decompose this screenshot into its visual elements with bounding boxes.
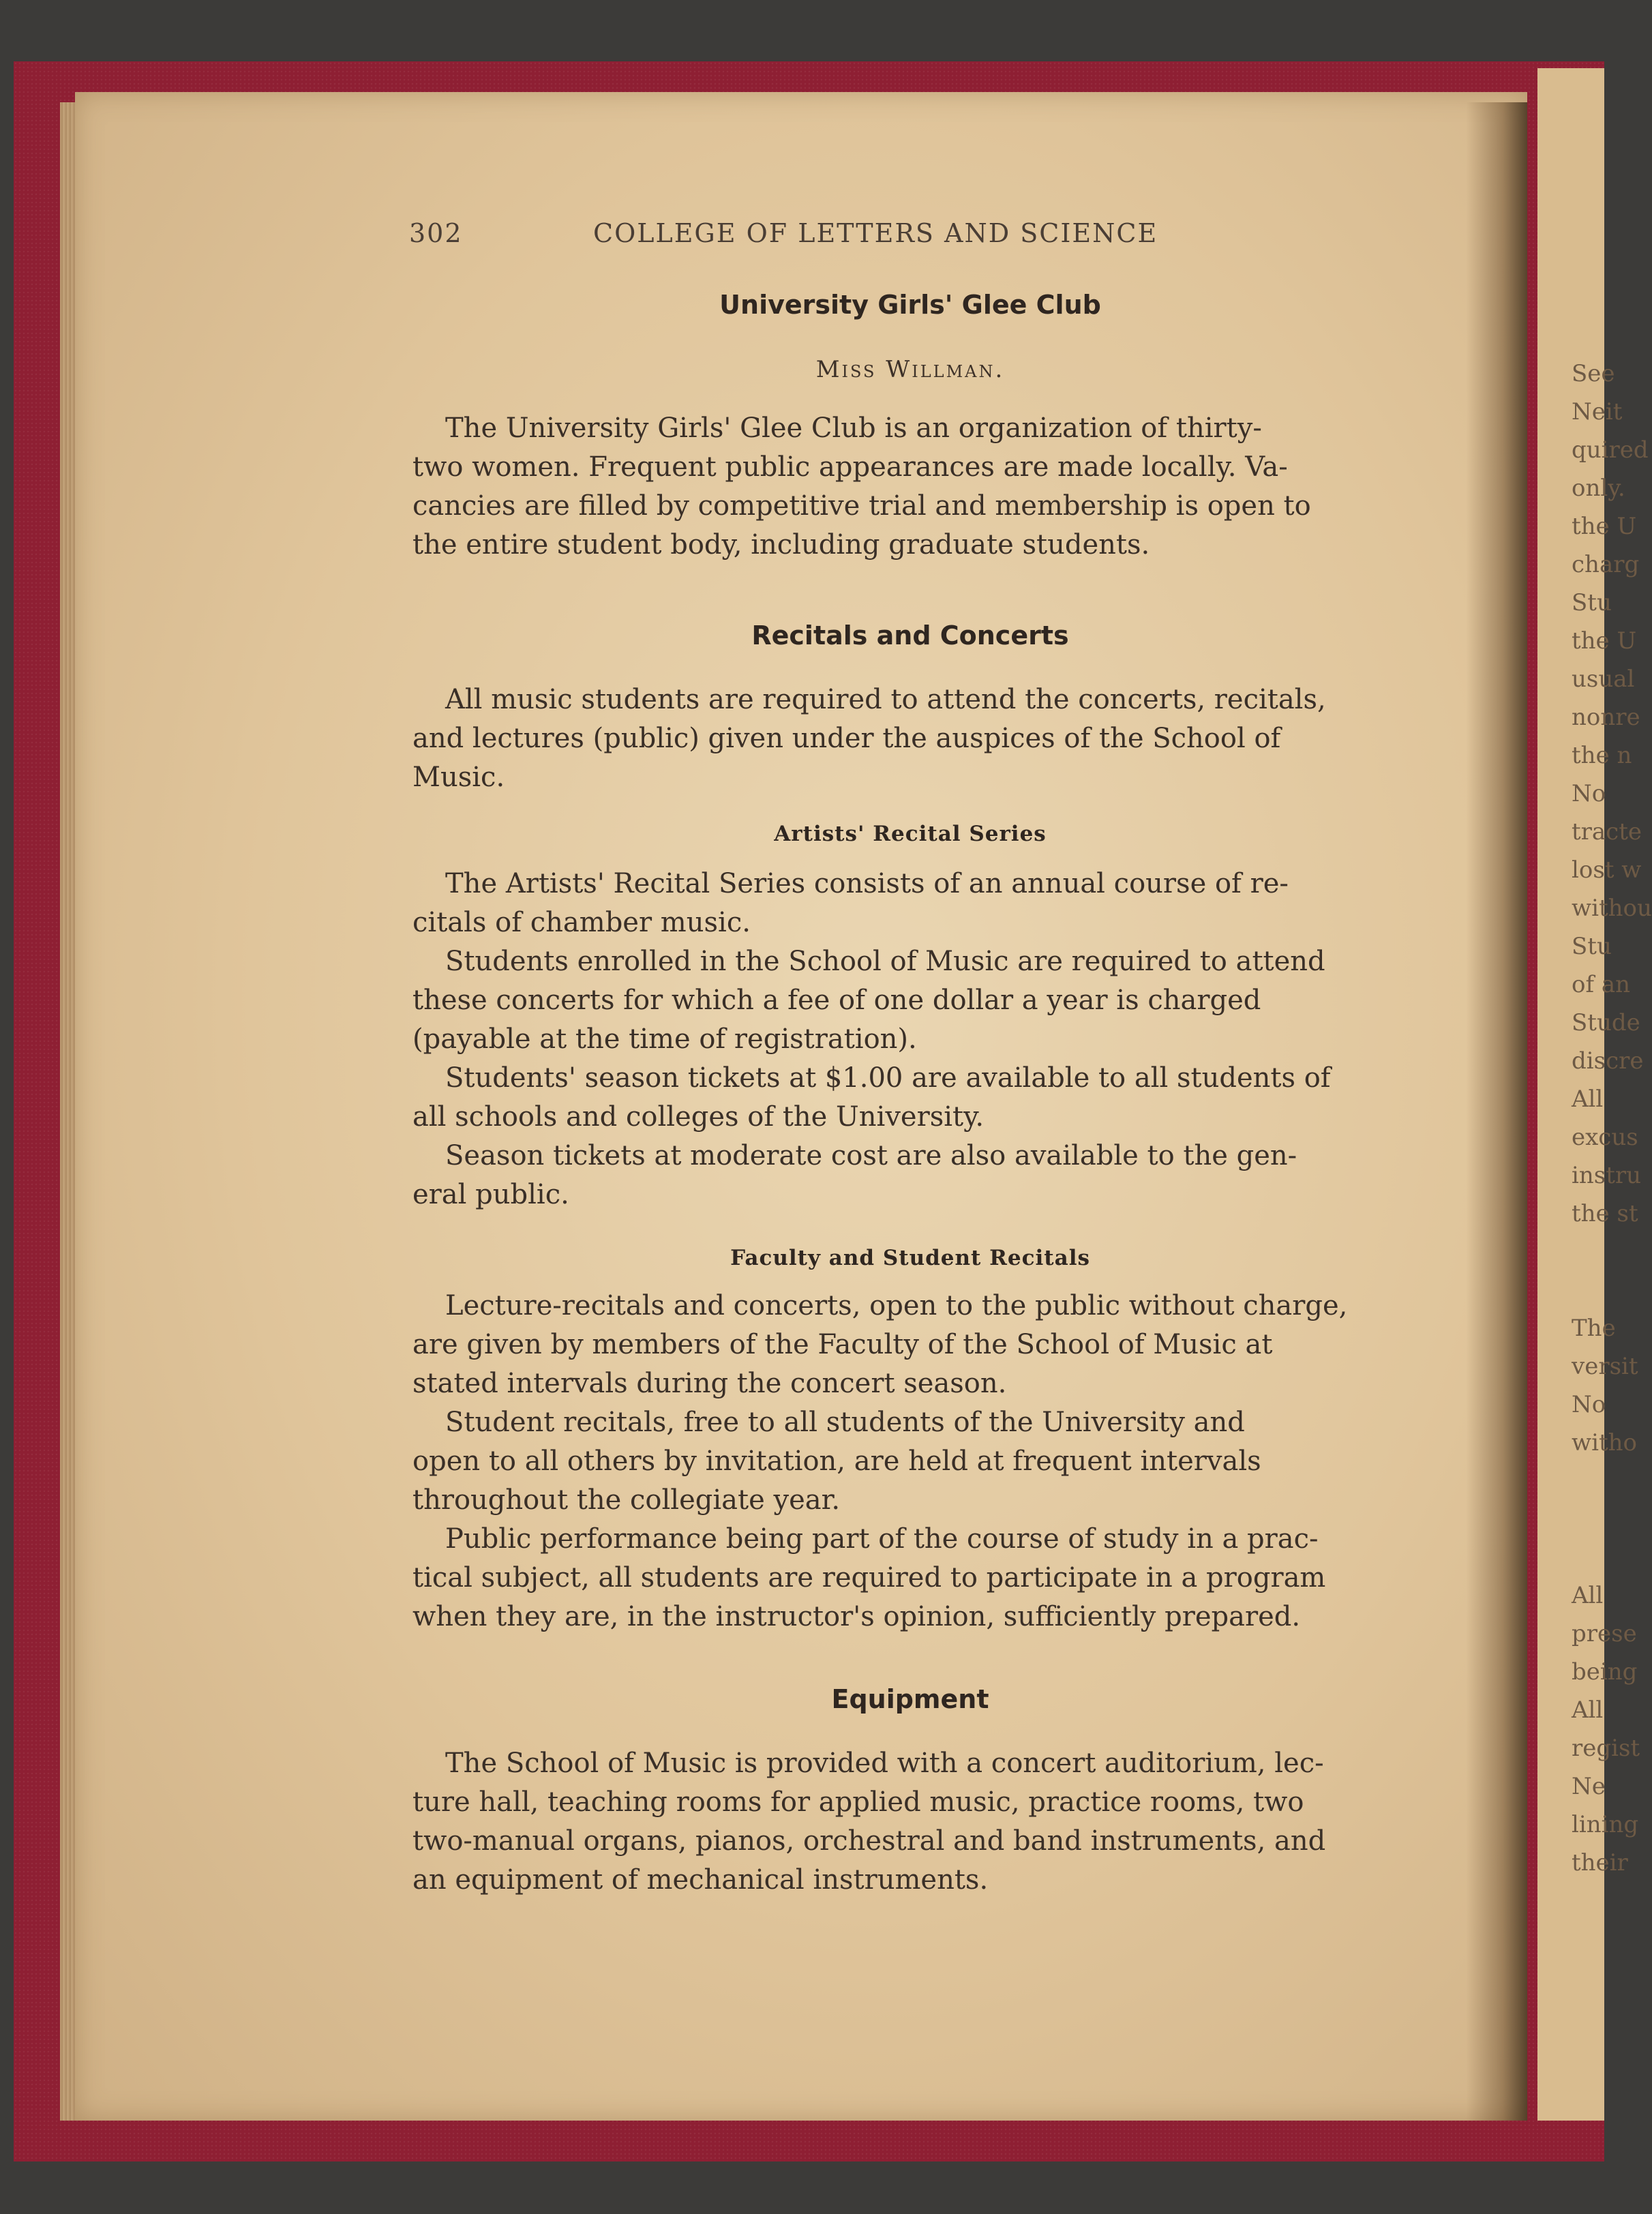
recitals-paragraph: [412, 680, 1411, 797]
text-line: all schools and colleges of the University.: [412, 1101, 985, 1133]
text-line: The School of Music is provided with a concert auditorium, lec-: [445, 1748, 1324, 1779]
facing-page-fragment: the U: [1572, 513, 1637, 540]
facing-page-fragment: [1537, 1233, 1604, 1271]
facing-page-fragment: quired: [1572, 436, 1649, 464]
facing-page: [1537, 68, 1652, 2121]
facing-page-fragment: nonre: [1572, 704, 1640, 731]
text-line: Music.: [412, 762, 505, 793]
facing-page-fragment: Ne: [1572, 1773, 1606, 1800]
facing-page-fragment: prese: [1572, 1620, 1637, 1647]
facing-page-fragment: Neit: [1572, 398, 1623, 425]
facing-page-fragment: Stude: [1572, 1009, 1640, 1036]
book-gutter: [1466, 102, 1527, 2121]
artists-paragraph-3: [412, 1059, 1411, 1137]
artists-paragraph-4: [412, 1137, 1411, 1214]
facing-page-fragment: Stu: [1572, 589, 1612, 616]
facing-page-fragment: [1537, 1271, 1604, 1309]
facing-page-fragment: charg: [1572, 551, 1640, 578]
facing-page-fragment: All: [1572, 1086, 1604, 1113]
facing-page-fragment: instru: [1572, 1162, 1642, 1189]
facing-page-fragment: All: [1572, 1696, 1604, 1724]
facing-page-fragment: lost w: [1572, 856, 1642, 884]
page-number: 302: [409, 218, 463, 248]
text-line: Student recitals, free to all students of the University and: [445, 1407, 1245, 1438]
glee-club-paragraph: [412, 409, 1411, 565]
facing-page-fragment: Stu: [1572, 933, 1612, 960]
text-line: The Artists' Recital Series consists of an annual course of re-: [445, 868, 1289, 899]
equipment-paragraph: [412, 1744, 1411, 1900]
text-line: Public performance being part of the course of study in a prac-: [445, 1523, 1319, 1555]
text-line: the entire student body, including graduate students.: [412, 529, 1150, 560]
artists-paragraph-2: [412, 942, 1411, 1059]
facing-page-fragment: only.: [1572, 475, 1625, 502]
faculty-paragraph-3: [412, 1520, 1411, 1636]
facing-page-fragment: regist: [1572, 1735, 1640, 1762]
facing-page-fragment: [1537, 1500, 1604, 1538]
text-line: tical subject, all students are required to participate in a program: [412, 1562, 1326, 1594]
facing-page-fragment: See: [1572, 360, 1615, 387]
facing-page-fragment: the st: [1572, 1200, 1638, 1227]
text-line: cancies are filled by competitive trial and membership is open to: [412, 490, 1311, 522]
text-line: Students' season tickets at $1.00 are available to all students of: [445, 1062, 1331, 1094]
text-line: Students enrolled in the School of Music are required to attend: [445, 946, 1325, 977]
heading-faculty-student-recitals: Faculty and Student Recitals: [730, 1246, 1090, 1270]
heading-glee-club: University Girls' Glee Club: [719, 290, 1101, 320]
faculty-paragraph-2: [412, 1403, 1411, 1520]
text-line: Season tickets at moderate cost are also available to the gen-: [445, 1140, 1297, 1171]
facing-page-fragment: tracte: [1572, 818, 1642, 846]
facing-page-fragment: No: [1572, 780, 1606, 807]
facing-page-fragment: All: [1572, 1582, 1604, 1609]
facing-page-fragment: versit: [1572, 1353, 1638, 1380]
facing-page-fragment: The: [1572, 1315, 1616, 1342]
text-line: throughout the collegiate year.: [412, 1484, 841, 1516]
text-line: open to all others by invitation, are held at frequent intervals: [412, 1446, 1261, 1477]
running-title: COLLEGE OF LETTERS AND SCIENCE: [593, 218, 1158, 248]
text-line: (payable at the time of registration).: [412, 1023, 917, 1055]
facing-page-fragment: being: [1572, 1658, 1638, 1686]
faculty-paragraph-1: [412, 1287, 1411, 1403]
facing-page-fragment: usual: [1572, 665, 1635, 693]
text-line: and lectures (public) given under the auspices of the School of: [412, 723, 1281, 754]
text-line: citals of chamber music.: [412, 907, 751, 938]
text-line: Lecture-recitals and concerts, open to the public without charge,: [445, 1290, 1348, 1321]
facing-page-fragment: the U: [1572, 627, 1637, 655]
text-line: All music students are required to attend the concerts, recitals,: [445, 684, 1326, 715]
artists-paragraph-1: [412, 865, 1411, 942]
text-line: two-manual organs, pianos, orchestral and band instruments, and: [412, 1825, 1326, 1857]
text-line: two women. Frequent public appearances are made locally. Va-: [412, 451, 1288, 483]
facing-page-fragment: excus: [1572, 1124, 1638, 1151]
text-line: these concerts for which a fee of one dollar a year is charged: [412, 985, 1261, 1016]
facing-page-fragment: discre: [1572, 1047, 1644, 1075]
director-name: Miss Willman.: [815, 356, 1005, 383]
facing-page-fragment: their: [1572, 1849, 1628, 1876]
heading-artists-recital-series: Artists' Recital Series: [774, 822, 1047, 846]
facing-page-fragment: the n: [1572, 742, 1632, 769]
facing-page-fragment: withou: [1572, 895, 1652, 922]
facing-page-fragment: [1537, 1538, 1604, 1576]
text-line: eral public.: [412, 1179, 569, 1210]
facing-page-text: [1537, 68, 1652, 1882]
facing-page-fragment: witho: [1572, 1429, 1638, 1456]
text-line: an equipment of mechanical instruments.: [412, 1864, 989, 1896]
text-line: are given by members of the Faculty of the School of Music at: [412, 1329, 1273, 1360]
heading-recitals-concerts: Recitals and Concerts: [751, 620, 1069, 650]
text-line: The University Girls' Glee Club is an organization of thirty-: [445, 413, 1262, 444]
facing-page-fragment: No: [1572, 1391, 1606, 1418]
facing-page-fragment: lining: [1572, 1811, 1639, 1838]
facing-page-fragment: [1537, 1462, 1604, 1500]
text-line: stated intervals during the concert season.: [412, 1368, 1007, 1399]
text-line: when they are, in the instructor's opinion, sufficiently prepared.: [412, 1601, 1301, 1632]
heading-equipment: Equipment: [831, 1684, 989, 1714]
facing-page-fragment: of an: [1572, 971, 1631, 998]
text-line: ture hall, teaching rooms for applied music, practice rooms, two: [412, 1786, 1304, 1818]
